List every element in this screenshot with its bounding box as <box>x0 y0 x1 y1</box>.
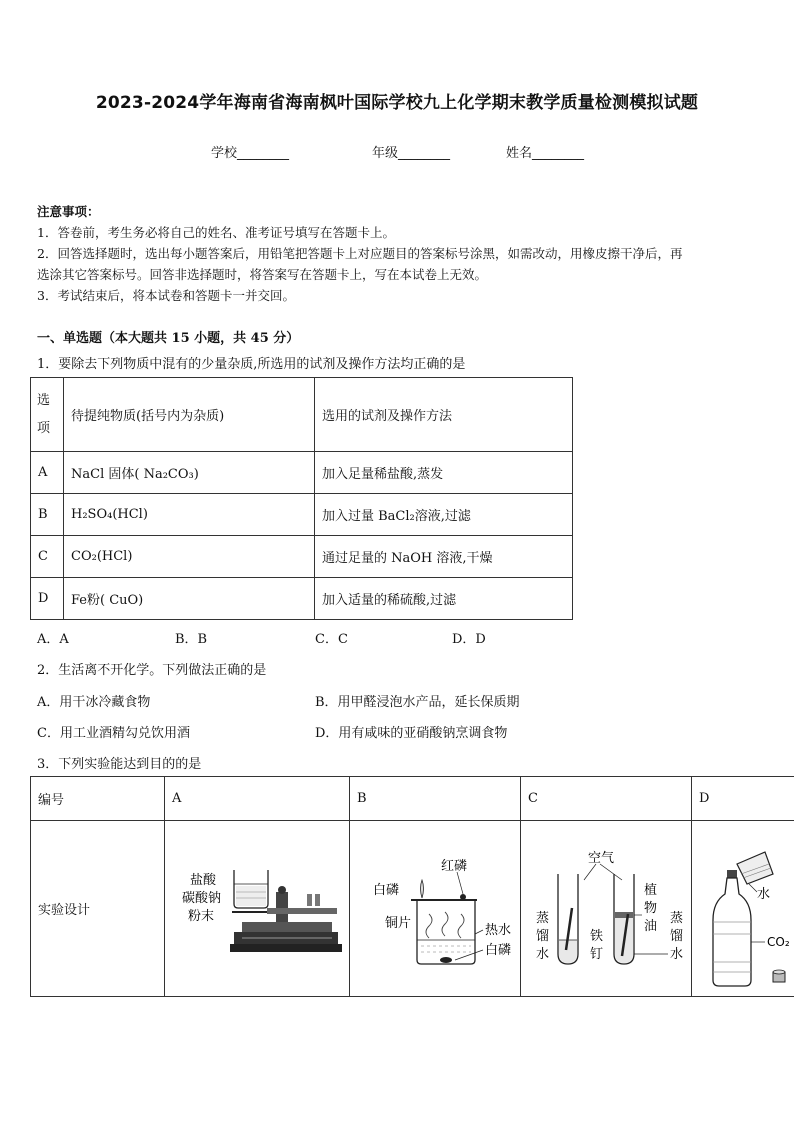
label-powder: 粉末 <box>188 908 215 924</box>
section-heading: 一、单选题（本大题共 15 小题，共 45 分） <box>37 331 300 346</box>
q3-table <box>30 776 794 997</box>
label-nail-2: 钉 <box>590 946 604 962</box>
label-distilled-1: 蒸 <box>536 910 550 926</box>
header-d: D <box>692 777 794 821</box>
row-method: 加入过量 BaCl₂溶液,过滤 <box>315 494 573 536</box>
label-oil-1: 植 <box>644 882 658 898</box>
q2-stem: 2．生活离不开化学。下列做法正确的是 <box>37 663 267 678</box>
header-number: 编号 <box>31 777 165 821</box>
choice-c: C．用工业酒精勾兑饮用酒 <box>37 726 190 741</box>
choice-d: D．D <box>452 632 486 647</box>
header-b: B <box>350 777 521 821</box>
choice-d: D．用有咸味的亚硝酸钠烹调食物 <box>315 726 508 741</box>
page-title: 2023-2024学年海南省海南枫叶国际学校九上化学期末教学质量检测模拟试题 <box>95 93 699 113</box>
label-oil-2: 物 <box>644 900 658 916</box>
label-distilled-4: 蒸 <box>670 910 684 926</box>
table-row <box>31 536 573 578</box>
row-method: 加入足量稀盐酸,蒸发 <box>315 452 573 494</box>
label-distilled-6: 水 <box>670 946 684 962</box>
row-substance: Fe粉( CuO) <box>64 578 315 620</box>
row-option: A <box>31 452 64 494</box>
row-substance: NaCl 固体( Na₂CO₃) <box>64 452 315 494</box>
row-method: 加入适量的稀硫酸,过滤 <box>315 578 573 620</box>
row-label: 实验设计 <box>31 821 165 997</box>
choice-a: A．A <box>37 632 69 647</box>
header-substance: 待提纯物质(括号内为杂质) <box>64 378 315 452</box>
label-distilled-3: 水 <box>536 946 550 962</box>
note-item: 3．考试结束后，将本试卷和答题卡一并交回。 <box>37 288 295 303</box>
grade-field: 年级________ <box>372 146 451 161</box>
table-header-row <box>31 378 573 452</box>
label-acid: 盐酸 <box>190 872 217 888</box>
label-co2: CO₂ <box>767 934 790 949</box>
header-c: C <box>521 777 692 821</box>
label-oil-3: 油 <box>644 918 658 934</box>
rusting-diagram <box>528 822 684 992</box>
table-header-row <box>31 777 794 821</box>
label-white-phosphorus-2: 白磷 <box>485 942 512 958</box>
header-method: 选用的试剂及操作方法 <box>315 378 573 452</box>
header-option: 选项 <box>31 378 64 452</box>
label-white-phosphorus: 白磷 <box>373 882 400 898</box>
q1-table <box>30 377 573 620</box>
note-item: 2．回答选择题时，选出每小题答案后，用铅笔把答题卡上对应题目的答案标号涂黑，如需改动，用橡皮擦干净后，再 <box>37 246 683 261</box>
row-option: C <box>31 536 64 578</box>
choice-b: B．用甲醛浸泡水产品，延长保质期 <box>315 695 520 710</box>
note-item: 选涂其它答案标号。回答非选择题时，将答案写在答题卡上，写在本试卷上无效。 <box>37 267 488 282</box>
label-water: 水 <box>757 886 771 902</box>
label-distilled-5: 馏 <box>670 928 684 944</box>
row-method: 通过足量的 NaOH 溶液,干燥 <box>315 536 573 578</box>
q3-stem: 3．下列实验能达到目的的是 <box>37 757 202 772</box>
table-row <box>31 452 573 494</box>
table-row <box>31 578 573 620</box>
notes-heading: 注意事项： <box>37 204 100 219</box>
notes-block <box>37 201 682 306</box>
bottle-diagram <box>699 822 794 992</box>
row-option: B <box>31 494 64 536</box>
cell-a <box>165 821 350 997</box>
cell-b <box>350 821 521 997</box>
q1-stem: 1．要除去下列物质中混有的少量杂质,所选用的试剂及操作方法均正确的是 <box>37 357 466 372</box>
choice-b: B．B <box>175 632 208 647</box>
label-air: 空气 <box>588 850 615 866</box>
label-nail-1: 铁 <box>590 928 604 944</box>
note-item: 1．答卷前，考生务必将自己的姓名、准考证号填写在答题卡上。 <box>37 225 395 240</box>
label-distilled-2: 馏 <box>536 928 550 944</box>
label-hot-water: 热水 <box>485 922 512 938</box>
label-carbonate: 碳酸钠 <box>182 890 222 906</box>
table-row <box>31 494 573 536</box>
choice-c: C．C <box>315 632 348 647</box>
choice-a: A．用干冰冷藏食物 <box>37 695 151 710</box>
balance-diagram <box>172 822 342 992</box>
cell-c <box>521 821 692 997</box>
label-red-phosphorus: 红磷 <box>441 858 468 874</box>
label-copper: 铜片 <box>385 915 412 931</box>
combustion-diagram <box>357 822 513 992</box>
row-option: D <box>31 578 64 620</box>
name-field: 姓名________ <box>506 146 585 161</box>
cell-d <box>692 821 794 997</box>
header-a: A <box>165 777 350 821</box>
row-substance: H₂SO₄(HCl) <box>64 494 315 536</box>
table-row <box>31 821 794 997</box>
school-field: 学校________ <box>211 146 290 161</box>
row-substance: CO₂(HCl) <box>64 536 315 578</box>
